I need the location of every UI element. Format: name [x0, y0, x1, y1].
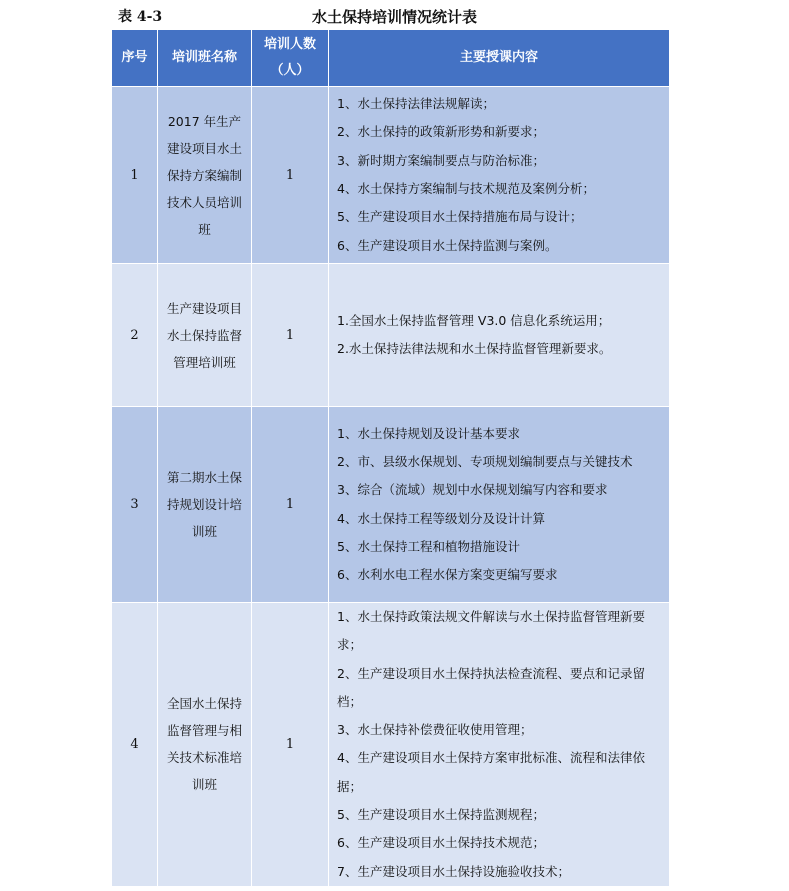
row-index: 3 [112, 407, 158, 603]
row-index: 4 [112, 603, 158, 887]
content-line: 7、生产建设项目水土保持设施验收技术； [337, 863, 570, 879]
table-row [112, 407, 670, 603]
table-title: 水土保持培训情况统计表 [311, 8, 477, 26]
content-line: 3、新时期方案编制要点与防治标准； [337, 152, 545, 168]
content-line: 6、生产建设项目水土保持监测与案例。 [337, 237, 558, 253]
row-count: 1 [252, 603, 329, 887]
row-content [329, 87, 670, 264]
row-content [329, 603, 670, 887]
content-line: 2、水土保持的政策新形势和新要求； [337, 124, 545, 140]
row-count: 1 [252, 407, 329, 603]
content-line: 5、水土保持工程和植物措施设计 [337, 538, 520, 554]
row-count: 1 [252, 264, 329, 407]
table-row [112, 87, 670, 264]
table-row [112, 603, 670, 887]
content-line: 1、水土保持法律法规解读； [337, 96, 495, 112]
table-row [112, 264, 670, 407]
content-line: 1、水土保持政策法规文件解读与水土保持监督管理新要求； [337, 609, 645, 653]
row-count: 1 [252, 87, 329, 264]
content-line: 4、水土保持方案编制与技术规范及案例分析； [337, 181, 595, 196]
content-line: 2、生产建设项目水土保持执法检查流程、要点和记录留档； [337, 665, 645, 709]
row-index: 2 [112, 264, 158, 407]
row-index: 1 [112, 87, 158, 264]
header-name: 培训班名称 [158, 30, 252, 87]
row-content [329, 407, 670, 603]
content-line: 2、市、县级水保规划、专项规划编制要点与关键技术 [337, 453, 633, 469]
row-name: 生产建设项目水土保持监督管理培训班 [158, 264, 252, 407]
row-name: 全国水土保持监督管理与相关技术标准培训班 [158, 603, 252, 887]
row-content [329, 264, 670, 407]
row-name: 第二期水土保持规划设计培训班 [158, 407, 252, 603]
header-content: 主要授课内容 [329, 30, 670, 87]
table-caption [0, 6, 789, 26]
content-line: 3、综合（流域）规划中水保规划编写内容和要求 [337, 482, 608, 498]
header-row [112, 30, 670, 87]
content-line: 3、水土保持补偿费征收使用管理； [337, 722, 533, 738]
content-line: 1、水土保持规划及设计基本要求 [337, 425, 520, 441]
content-line: 5、生产建设项目水土保持监测规程； [337, 807, 545, 823]
content-line: 4、水土保持工程等级划分及设计计算 [337, 510, 545, 526]
header-count: 培训人数（人） [252, 30, 329, 87]
content-line: 4、生产建设项目水土保持方案审批标准、流程和法律依据； [337, 750, 645, 794]
content-line: 2.水土保持法律法规和水土保持监督管理新要求。 [337, 341, 612, 356]
table-number: 表 4-3 [118, 9, 163, 25]
content-line: 6、生产建设项目水土保持技术规范； [337, 835, 545, 851]
training-table [111, 29, 670, 887]
row-name: 2017 年生产建设项目水土保持方案编制技术人员培训班 [158, 87, 252, 264]
content-line: 5、生产建设项目水土保持措施布局与设计； [337, 209, 583, 225]
content-line: 6、水利水电工程水保方案变更编写要求 [337, 567, 558, 583]
header-index: 序号 [112, 30, 158, 87]
content-line: 1.全国水土保持监督管理 V3.0 信息化系统运用； [337, 312, 611, 328]
